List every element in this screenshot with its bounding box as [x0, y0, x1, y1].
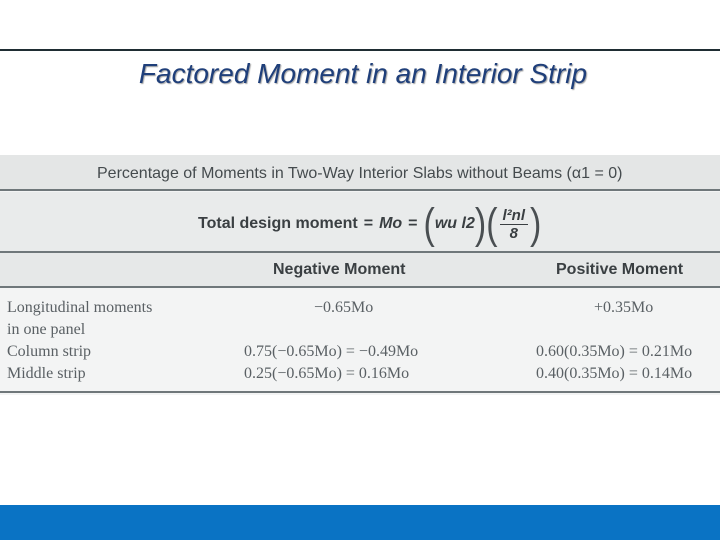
fraction-denominator: 8: [509, 224, 518, 242]
formula-equals: =: [363, 215, 374, 232]
rule-caption: [0, 189, 720, 191]
formula-wu-l2: wu l2: [434, 215, 475, 232]
formula-label: Total design moment: [198, 215, 358, 232]
row-label-middle-strip: Middle strip: [7, 365, 86, 382]
row-label-in-one-panel: in one panel: [7, 321, 86, 338]
header-negative-moment: Negative Moment: [273, 261, 406, 278]
paren-open: (: [423, 200, 435, 248]
formula-fraction: [500, 207, 529, 242]
cell-column-strip-negative: 0.75(−0.65Mo) = −0.49Mo: [244, 343, 419, 360]
cell-middle-strip-negative: 0.25(−0.65Mo) = 0.16Mo: [244, 365, 410, 382]
formula-equals-2: =: [408, 215, 418, 232]
footer-bar: [0, 505, 720, 540]
row-label-longitudinal: Longitudinal moments: [7, 299, 153, 316]
paren-close: ): [474, 200, 487, 248]
cell-middle-strip-positive: 0.40(0.35Mo) = 0.14Mo: [536, 365, 693, 382]
frac-paren-open: (: [486, 200, 498, 248]
rule-header: [0, 286, 720, 288]
slide-title: Factored Moment in an Interior Strip: [138, 58, 588, 89]
rule-bottom: [0, 391, 720, 393]
total-design-moment-formula: [198, 199, 541, 249]
row-label-column-strip: Column strip: [7, 343, 92, 360]
table-caption: Percentage of Moments in Two-Way Interior Slabs without Beams (α1 = 0): [97, 165, 623, 182]
cell-longitudinal-positive: +0.35Mo: [594, 299, 654, 316]
moment-table: [0, 155, 720, 395]
top-rule: [0, 49, 720, 51]
header-positive-moment: Positive Moment: [556, 261, 684, 278]
frac-paren-close: ): [530, 200, 542, 248]
cell-longitudinal-negative: −0.65Mo: [314, 299, 374, 316]
formula-mo: Mo: [379, 215, 403, 232]
cell-column-strip-positive: 0.60(0.35Mo) = 0.21Mo: [536, 343, 693, 360]
fraction-numerator: l²nl: [500, 207, 529, 225]
